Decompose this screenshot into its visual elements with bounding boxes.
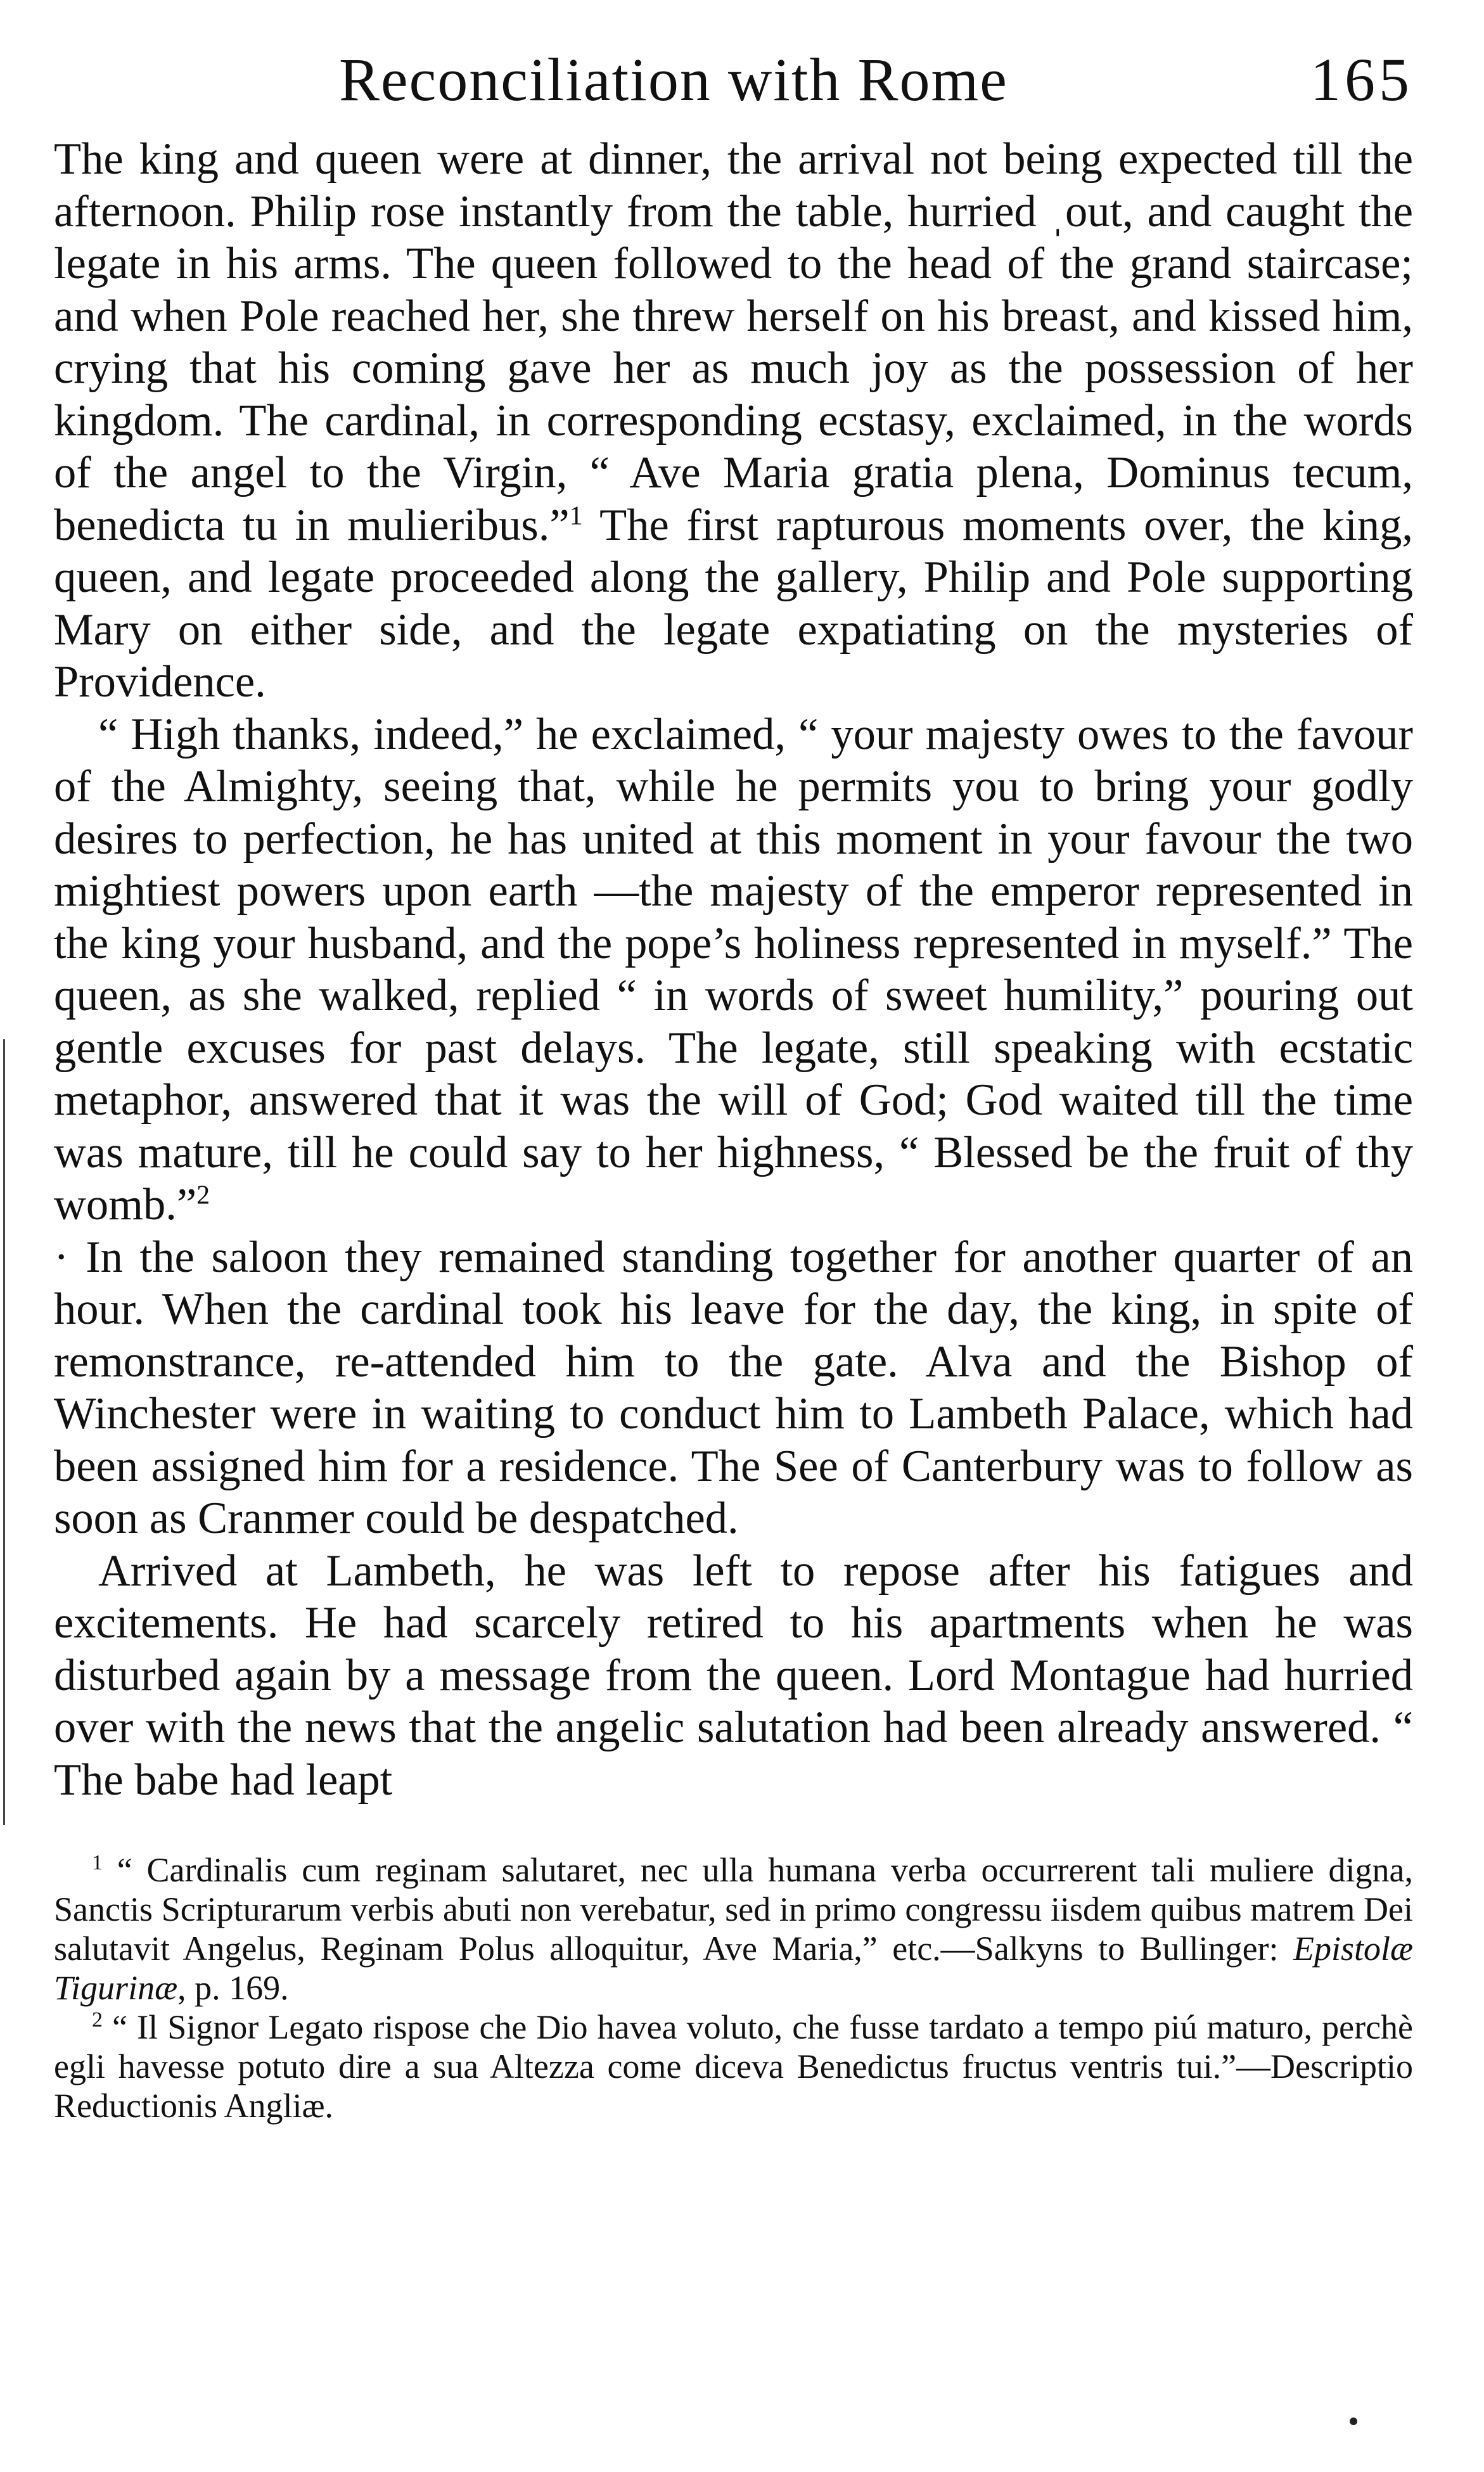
footnote-2-mark: 2 <box>92 2008 103 2032</box>
main-text <box>54 133 1413 1806</box>
paragraph-3: · In the saloon they remained standing together for another quarter of an hour. When the cardinal took his leave for the day, the king, in spite of remonstrance, re-attended him to the gate. Alva and the Bishop of Winchester were in waiting to conduct him to Lambeth Palace, which had been assigned him for a residence. The See of Canterbury was to follow as soon as Cranmer could be despatched. <box>54 1232 1413 1543</box>
book-page <box>54 38 1413 2125</box>
footnote-1-mark: 1 <box>92 1851 103 1874</box>
stray-dot <box>1350 2418 1357 2425</box>
footnote-2-text: “ Il Signor Legato rispose che Dio havea voluto, che fusse tardato a tempo piú maturo, perchè egli havesse potuto dire a sua Altezza come diceva Benedictus fructus ventris tui.”—Descriptio Reductionis Angliæ. <box>54 2008 1414 2125</box>
running-title: Reconciliation with Rome <box>339 46 1008 113</box>
paragraph-1: The king and queen were at dinner, the arrival not being expected till the afternoon. Philip rose instantly from the table, hurried ˌout, and caught the legate in his arms. The queen followed to the head of the grand staircase; and when Pole reached her, she threw herself on his breast, and kissed him, crying that his coming gave her as much joy as the possession of her kingdom. The cardinal, in corresponding ecstasy, exclaimed, in the words of the angel to the Virgin, “ Ave Maria gratia plena, Dominus tecum, benedicta tu in mulieribus.”$^1$ The first rapturous moments over, the king, queen, and legate proceeded along the gallery, Philip and Pole supporting Mary on either side, and the legate expatiating on the mysteries of Providence. <box>54 134 1414 707</box>
paragraph-4: Arrived at Lambeth, he was left to repose after his fatigues and excitements. He had scarcely retired to his apartments when he was disturbed again by a message from the queen. Lord Montague had hurried over with the news that the angelic salutation had been already answered. “ The babe had leapt <box>54 1546 1413 1805</box>
footnote-ref-2: 2 <box>196 1181 210 1210</box>
footnote-1-source: Epistolæ Tigurinæ <box>54 1930 1413 2007</box>
footnote-1 <box>54 1850 1413 2008</box>
footnote-1-text: “ Cardinalis cum reginam salutaret, nec ulla humana verba occurrerent tali muliere digna, Sanctis Scripturarum verbis abuti non verebatur, sed in primo congressu iisdem quibus matrem Dei salutavit Angelus, Reginam Polus alloquitur, Ave Maria,” etc.—Salkyns to Bullinger: <box>54 1851 1414 1968</box>
margin-rule <box>3 1039 5 1825</box>
footnotes <box>54 1850 1413 2125</box>
page-header <box>54 38 1413 133</box>
footnote-2 <box>54 2008 1413 2125</box>
page-number: 165 <box>1310 46 1413 113</box>
paragraph-1-continuation: The first rapturous moments over, the king, queen, and legate proceeded along the gallery, Philip and Pole supporting Mary on either side, and the legate expatiating on the mysteries of Providence. <box>54 500 1414 707</box>
paragraph-2: “ High thanks, indeed,” he exclaimed, “ your majesty owes to the favour of the Almighty, seeing that, while he permits you to bring your godly desires to perfection, he has united at this moment in your favour the two mightiest powers upon earth —the majesty of the emperor represented in the king your husband, and the pope’s holiness represented in myself.” The queen, as she walked, replied “ in words of sweet humility,” pouring out gentle excuses for past delays. The legate, still speaking with ecstatic metaphor, answered that it was the will of God; God waited till the time was mature, till he could say to her highness, “ Blessed be the fruit of thy womb.”$^2$ <box>54 709 1413 1229</box>
footnote-ref-1: 1 <box>569 501 583 530</box>
footnote-1-page: , p. 169. <box>177 1969 289 2007</box>
